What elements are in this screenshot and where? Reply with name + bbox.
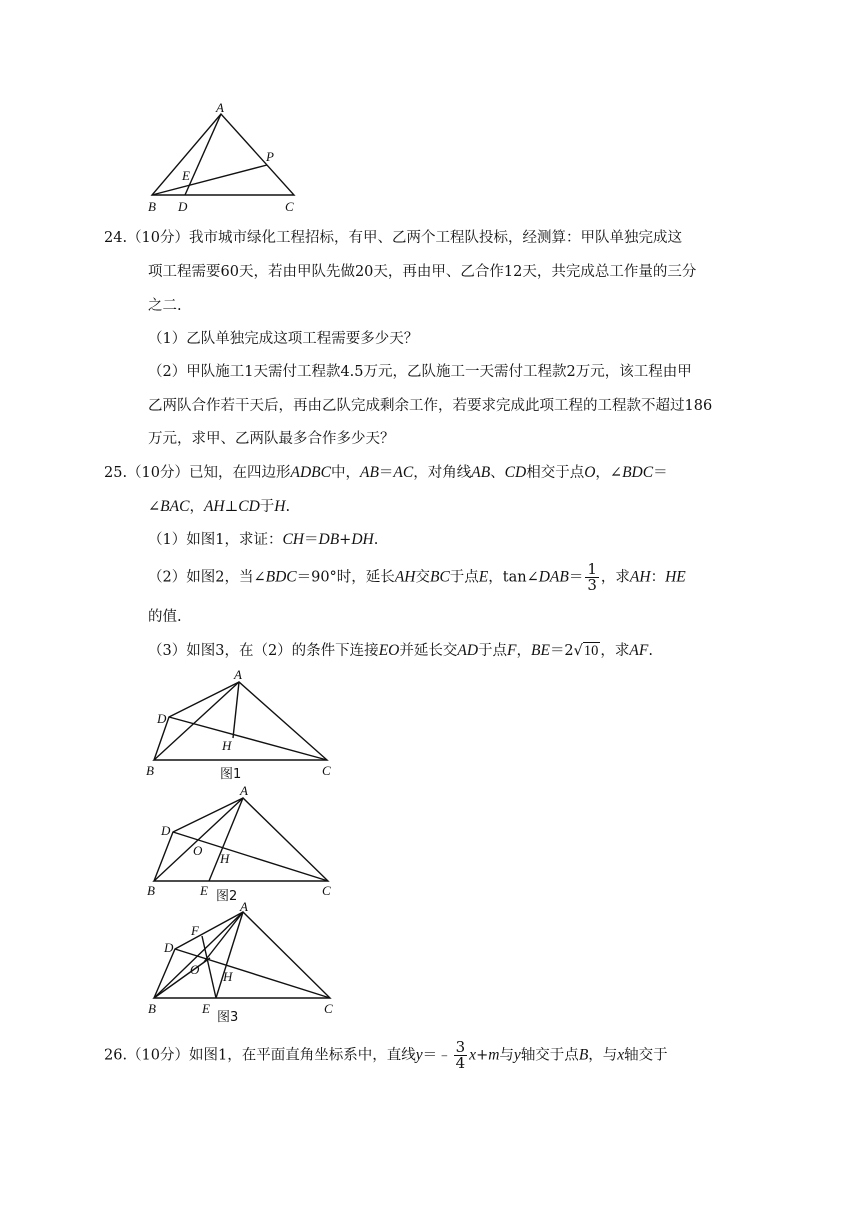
triangle-abc (154, 798, 328, 881)
segment-bp (152, 165, 267, 195)
q24-line1: 24.（10分）我市城市绿化工程招标，有甲、乙两个工程队投标，经测算：甲队单独完成这 (104, 230, 683, 246)
label-e: E (182, 168, 190, 183)
segment-ad (185, 114, 221, 195)
q24-line2: 项工程需要60天，若由甲队先做20天，再由甲、乙合作12天，共完成总工作量的三分 (148, 264, 697, 280)
segment-ad-inner (204, 912, 243, 962)
label-b: B (148, 1001, 156, 1016)
figure-triangle-top (140, 100, 310, 215)
q25-line1: 25.（10分）已知，在四边形ADBC中，AB＝AC，对角线AB、CD相交于点O，∠BDC＝ (104, 464, 668, 481)
label-b: B (146, 763, 154, 778)
q25-sub2-line1: （2）如图2，当∠BDC＝90°时，延长AH交BC于点E，tan∠DAB＝ $\frac{1}{3}$ ，求AH：HE (148, 560, 686, 594)
label-h: H (220, 851, 230, 866)
label-c: C (324, 1001, 333, 1016)
label-h: H (223, 969, 233, 984)
label-d: D (164, 940, 174, 955)
triangle-abc (154, 912, 330, 998)
label-d: D (157, 711, 167, 726)
q24-sub1: （1）乙队单独完成这项工程需要多少天？ (148, 331, 419, 347)
figure-3 (140, 900, 350, 1025)
q26-line1: 26.（10分）如图1，在平面直角坐标系中，直线y＝﹣ $\frac{3}{4}$ x+m与y轴交于点B，与x轴交于 (104, 1038, 668, 1072)
segment-ae (209, 798, 243, 881)
q24-sub2-line2: 乙两队合作若干天后，再由乙队完成剩余工作，若要求完成此项工程的工程款不超过186 (148, 398, 713, 414)
label-c: C (322, 763, 331, 778)
label-e: E (200, 883, 208, 898)
label-b: B (147, 883, 155, 898)
caption-fig1: 图1 (220, 767, 242, 782)
fraction-three-quarters: $\frac{3}{4}$ (455, 1038, 466, 1072)
label-c: C (322, 883, 331, 898)
label-o: O (193, 843, 203, 858)
label-e: E (202, 1001, 210, 1016)
triangle-abc (154, 682, 327, 760)
label-c: C (285, 199, 294, 214)
label-f: F (191, 923, 199, 938)
label-d: D (161, 823, 171, 838)
segment-ah (233, 682, 239, 738)
q24-sub2-line3: 万元，求甲、乙两队最多合作多少天？ (148, 431, 395, 447)
caption-fig2: 图2 (216, 889, 238, 904)
label-a: A (240, 783, 248, 798)
label-h: H (222, 738, 232, 753)
label-p: P (266, 149, 274, 164)
label-a: A (216, 100, 224, 115)
q25-sub2-line2: 的值. (148, 609, 182, 625)
sqrt-symbol: √ (573, 643, 583, 659)
q24-line3: 之二. (148, 298, 182, 314)
label-a: A (234, 667, 242, 682)
figure-2 (140, 782, 350, 904)
label-a: A (240, 900, 248, 914)
q24-sub2-line1: （2）甲队施工1天需付工程款4.5万元，乙队施工一天需付工程款2万元，该工程由甲 (148, 364, 692, 380)
label-d: D (178, 199, 188, 214)
q25-sub3: （3）如图3，在（2）的条件下连接EO并延长交AD于点F，BE＝2√10 ，求AF. (148, 642, 653, 659)
q25-line2: ∠BAC，AH⊥CD于H. (148, 498, 291, 515)
label-o: O (190, 962, 200, 977)
label-b: B (148, 199, 156, 214)
figure-1 (140, 665, 350, 785)
caption-fig3: 图3 (217, 1010, 239, 1025)
q25-sub1: （1）如图1，求证：CH＝DB+DH. (148, 531, 379, 548)
fraction-one-third: $\frac{1}{3}$ (587, 560, 597, 594)
